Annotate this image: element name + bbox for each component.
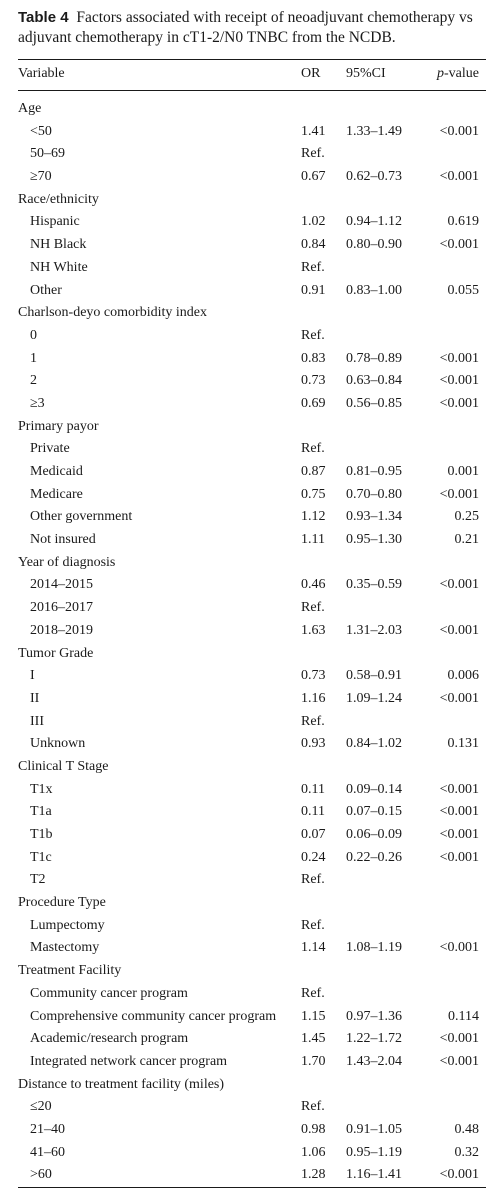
variable-cell: Not insured — [30, 532, 96, 548]
or-cell: 1.70 — [301, 1053, 326, 1069]
ci-cell: 0.35–0.59 — [346, 577, 402, 593]
or-cell: 0.73 — [301, 373, 326, 389]
table-row — [0, 574, 502, 597]
group-label: Procedure Type — [18, 895, 106, 911]
table-row — [0, 211, 502, 234]
table-row — [0, 461, 502, 484]
or-cell: 1.28 — [301, 1167, 326, 1183]
ci-cell: 0.07–0.15 — [346, 804, 402, 820]
or-cell: 0.24 — [301, 849, 326, 865]
ci-cell: 0.91–1.05 — [346, 1121, 402, 1137]
or-cell: Ref. — [301, 872, 325, 888]
variable-cell: T1x — [30, 781, 53, 797]
variable-cell: Other — [30, 282, 62, 298]
table-caption — [18, 8, 488, 48]
ci-cell: 0.93–1.34 — [346, 509, 402, 525]
variable-cell: 2014–2015 — [30, 577, 93, 593]
table-row — [0, 1051, 502, 1074]
p-value-cell: <0.001 — [439, 781, 479, 797]
or-cell: 0.98 — [301, 1121, 326, 1137]
table-row — [0, 393, 502, 416]
or-cell: 1.06 — [301, 1144, 326, 1160]
variable-cell: >60 — [30, 1167, 52, 1183]
group-header-row — [0, 1074, 502, 1097]
ci-cell: 0.81–0.95 — [346, 464, 402, 479]
header-ci: 95%CI — [346, 66, 386, 81]
group-label: Treatment Facility — [18, 963, 122, 979]
top-rule — [18, 59, 486, 60]
or-cell: 0.69 — [301, 395, 326, 411]
ci-cell: 0.58–0.91 — [346, 668, 402, 684]
or-cell: 0.11 — [301, 804, 325, 820]
or-cell: 1.41 — [301, 123, 326, 139]
p-value-cell: 0.32 — [454, 1144, 479, 1160]
table-row — [0, 620, 502, 643]
table-row — [0, 234, 502, 257]
header-variable: Variable — [18, 66, 65, 81]
ci-cell: 1.16–1.41 — [346, 1167, 402, 1183]
or-cell: 0.83 — [301, 350, 326, 366]
or-cell: 1.02 — [301, 214, 326, 230]
variable-cell: Comprehensive community cancer program — [30, 1008, 277, 1024]
group-header-row — [0, 892, 502, 915]
ci-cell: 0.97–1.36 — [346, 1008, 402, 1024]
group-label: Primary payor — [18, 418, 99, 434]
p-value-cell: 0.001 — [447, 464, 479, 479]
bottom-rule — [18, 1187, 486, 1188]
table-row — [0, 847, 502, 870]
variable-cell: Community cancer program — [30, 985, 188, 1001]
header-p-rest: -value — [444, 66, 479, 81]
table-row — [0, 801, 502, 824]
ci-cell: 0.70–0.80 — [346, 486, 402, 502]
ci-cell: 0.62–0.73 — [346, 169, 402, 185]
variable-cell: NH White — [30, 259, 88, 275]
table-row — [0, 166, 502, 189]
table-row — [0, 484, 502, 507]
variable-cell: III — [30, 713, 44, 729]
variable-cell: 0 — [30, 327, 37, 343]
variable-cell: Unknown — [30, 736, 86, 752]
table-row — [0, 915, 502, 938]
p-value-cell: <0.001 — [439, 486, 479, 502]
variable-cell: I — [30, 668, 35, 684]
or-cell: 1.11 — [301, 532, 325, 548]
table-row — [0, 257, 502, 280]
variable-cell: ≥70 — [30, 169, 52, 185]
p-value-cell: <0.001 — [439, 350, 479, 366]
table-row — [0, 1119, 502, 1142]
group-header-row — [0, 189, 502, 212]
variable-cell: Medicaid — [30, 464, 83, 479]
p-value-cell: <0.001 — [439, 1053, 479, 1069]
group-label: Year of diagnosis — [18, 554, 116, 570]
ci-cell: 1.22–1.72 — [346, 1031, 402, 1047]
ci-cell: 0.09–0.14 — [346, 781, 402, 797]
ci-cell: 0.95–1.30 — [346, 532, 402, 548]
group-header-row — [0, 416, 502, 439]
or-cell: Ref. — [301, 327, 325, 343]
variable-cell: ≤20 — [30, 1099, 52, 1115]
p-value-cell: <0.001 — [439, 373, 479, 389]
variable-cell: 41–60 — [30, 1144, 65, 1160]
or-cell: 0.46 — [301, 577, 326, 593]
variable-cell: Other government — [30, 509, 133, 525]
table-row — [0, 824, 502, 847]
variable-cell: Medicare — [30, 486, 83, 502]
ci-cell: 0.80–0.90 — [346, 237, 402, 253]
table-row — [0, 711, 502, 734]
p-value-cell: <0.001 — [439, 827, 479, 842]
p-value-cell: <0.001 — [439, 1167, 479, 1183]
table-row — [0, 348, 502, 371]
or-cell: 0.87 — [301, 464, 326, 479]
or-cell: Ref. — [301, 713, 325, 729]
or-cell: 1.16 — [301, 690, 326, 706]
or-cell: 1.45 — [301, 1031, 326, 1047]
table-row — [0, 937, 502, 960]
table-row — [0, 370, 502, 393]
header-p-value — [437, 65, 479, 83]
variable-cell: 1 — [30, 350, 37, 366]
table-label: Table 4 — [18, 9, 69, 26]
or-cell: 0.84 — [301, 237, 326, 253]
group-header-row — [0, 302, 502, 325]
or-cell: Ref. — [301, 1099, 325, 1115]
variable-cell: Hispanic — [30, 214, 80, 230]
or-cell: Ref. — [301, 146, 325, 162]
group-label: Tumor Grade — [18, 645, 94, 661]
table-row — [0, 506, 502, 529]
table-row — [0, 280, 502, 303]
p-value-cell: 0.131 — [447, 736, 479, 752]
ci-cell: 0.22–0.26 — [346, 849, 402, 865]
header-rule — [18, 90, 486, 91]
or-cell: Ref. — [301, 917, 325, 933]
variable-cell: 21–40 — [30, 1121, 65, 1137]
table-row — [0, 529, 502, 552]
variable-cell: T1b — [30, 827, 53, 842]
or-cell: Ref. — [301, 985, 325, 1001]
ci-cell: 0.83–1.00 — [346, 282, 402, 298]
table-row — [0, 325, 502, 348]
group-header-row — [0, 552, 502, 575]
p-value-cell: <0.001 — [439, 395, 479, 411]
table-row — [0, 597, 502, 620]
p-value-cell: 0.055 — [447, 282, 479, 298]
ci-cell: 1.31–2.03 — [346, 622, 402, 638]
p-value-cell: 0.25 — [454, 509, 479, 525]
ci-cell: 0.78–0.89 — [346, 350, 402, 366]
table-title: Factors associated with receipt of neoadjuvant chemotherapy vs adjuvant chemotherapy in cT1-2/N0 TNBC from the NCDB. — [18, 9, 473, 46]
table-row — [0, 1006, 502, 1029]
variable-cell: 2 — [30, 373, 37, 389]
table-header — [0, 65, 502, 87]
group-label: Race/ethnicity — [18, 191, 99, 207]
ci-cell: 0.95–1.19 — [346, 1144, 402, 1160]
ci-cell: 1.43–2.04 — [346, 1053, 402, 1069]
table-row — [0, 733, 502, 756]
or-cell: 1.12 — [301, 509, 326, 525]
variable-cell: Integrated network cancer program — [30, 1053, 228, 1069]
p-value-cell: 0.48 — [454, 1121, 479, 1137]
or-cell: 0.91 — [301, 282, 326, 298]
or-cell: 1.15 — [301, 1008, 326, 1024]
variable-cell: NH Black — [30, 237, 87, 253]
table-row — [0, 779, 502, 802]
variable-cell: T2 — [30, 872, 46, 888]
p-value-cell: <0.001 — [439, 577, 479, 593]
table-row — [0, 983, 502, 1006]
table-row — [0, 688, 502, 711]
table-row — [0, 1096, 502, 1119]
table-row — [0, 869, 502, 892]
variable-cell: Lumpectomy — [30, 917, 105, 933]
p-value-cell: <0.001 — [439, 622, 479, 638]
group-header-row — [0, 98, 502, 121]
ci-cell: 1.08–1.19 — [346, 940, 402, 956]
or-cell: 1.63 — [301, 622, 326, 638]
table-row — [0, 1164, 502, 1187]
variable-cell: 2018–2019 — [30, 622, 93, 638]
p-value-cell: <0.001 — [439, 169, 479, 185]
variable-cell: 2016–2017 — [30, 600, 93, 616]
p-value-cell: <0.001 — [439, 237, 479, 253]
variable-cell: II — [30, 690, 40, 706]
ci-cell: 0.63–0.84 — [346, 373, 402, 389]
variable-cell: ≥3 — [30, 395, 45, 411]
group-label: Distance to treatment facility (miles) — [18, 1076, 225, 1092]
or-cell: 0.11 — [301, 781, 325, 797]
or-cell: Ref. — [301, 259, 325, 275]
ci-cell: 0.94–1.12 — [346, 214, 402, 230]
variable-cell: T1a — [30, 804, 52, 820]
or-cell: 1.14 — [301, 940, 326, 956]
p-value-cell: <0.001 — [439, 940, 479, 956]
group-header-row — [0, 756, 502, 779]
variable-cell: Academic/research program — [30, 1031, 189, 1047]
variable-cell: T1c — [30, 849, 52, 865]
p-value-cell: <0.001 — [439, 690, 479, 706]
table-row — [0, 665, 502, 688]
variable-cell: <50 — [30, 123, 52, 139]
or-cell: 0.73 — [301, 668, 326, 684]
or-cell: 0.93 — [301, 736, 326, 752]
group-label: Clinical T Stage — [18, 758, 109, 774]
ci-cell: 1.09–1.24 — [346, 690, 402, 706]
p-value-cell: <0.001 — [439, 849, 479, 865]
table-body — [0, 98, 502, 1187]
ci-cell: 0.84–1.02 — [346, 736, 402, 752]
table-row — [0, 143, 502, 166]
p-value-cell: 0.619 — [447, 214, 479, 230]
or-cell: 0.67 — [301, 169, 326, 185]
variable-cell: 50–69 — [30, 146, 65, 162]
or-cell: Ref. — [301, 441, 325, 457]
group-label: Charlson-deyo comorbidity index — [18, 305, 207, 321]
p-value-cell: 0.21 — [454, 532, 479, 548]
header-p-italic: p — [437, 66, 445, 81]
p-value-cell: <0.001 — [439, 123, 479, 139]
table-row — [0, 1142, 502, 1165]
table-row — [0, 438, 502, 461]
ci-cell: 1.33–1.49 — [346, 123, 402, 139]
p-value-cell: <0.001 — [439, 804, 479, 820]
p-value-cell: 0.006 — [447, 668, 479, 684]
group-header-row — [0, 960, 502, 983]
header-or: OR — [301, 66, 321, 81]
ci-cell: 0.06–0.09 — [346, 827, 402, 842]
group-label: Age — [18, 101, 42, 116]
table-row — [0, 1028, 502, 1051]
group-header-row — [0, 643, 502, 666]
ci-cell: 0.56–0.85 — [346, 395, 402, 411]
or-cell: 0.07 — [301, 827, 326, 842]
or-cell: 0.75 — [301, 486, 326, 502]
table-row — [0, 121, 502, 144]
variable-cell: Private — [30, 441, 70, 457]
p-value-cell: <0.001 — [439, 1031, 479, 1047]
variable-cell: Mastectomy — [30, 940, 100, 956]
or-cell: Ref. — [301, 600, 325, 616]
p-value-cell: 0.114 — [448, 1008, 479, 1024]
